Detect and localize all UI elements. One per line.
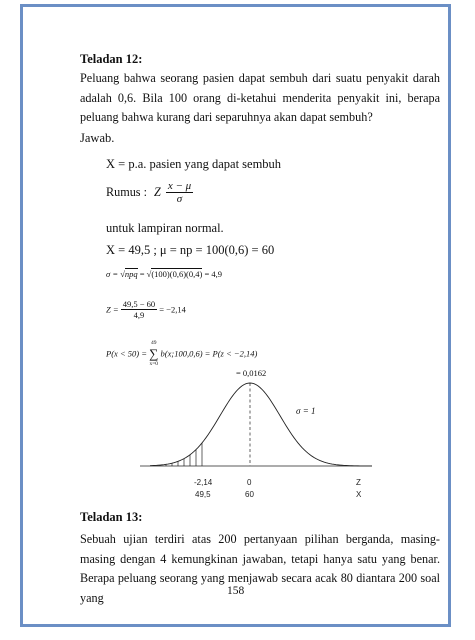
sigma-equation	[106, 269, 222, 279]
normal-curve-diagram	[140, 375, 380, 475]
variable-definition: X = p.a. pasien yang dapat sembuh	[106, 157, 282, 171]
answer-label: Jawab.	[80, 131, 115, 145]
sum-lower: x=0	[149, 361, 159, 367]
problem-paragraph-12: Peluang bahwa seorang pasien dapat sembuh dari suatu penyakit darah adalah 0,6. Bila 100 orang di-ketahui menderita penyakit ini, berapa peluang bahwa kurang dari separuhnya akan dapat sembuh?	[80, 71, 440, 124]
z-axis-label: Z	[356, 478, 361, 487]
sum-upper: 49	[151, 340, 157, 346]
section-heading-12: Teladan 12:	[80, 52, 143, 66]
z-rhs: = −2,14	[159, 304, 186, 315]
summation	[149, 339, 158, 368]
formula-denominator: σ	[176, 193, 183, 205]
sqrt-sign-2: √	[146, 269, 152, 279]
z-fraction	[121, 299, 157, 320]
z-equation	[106, 299, 186, 320]
x-tick-left: 49,5	[195, 490, 211, 499]
z-denominator: 4,9	[133, 310, 145, 320]
sqrt-sign-1: √	[120, 269, 125, 279]
sigma-rhs: = 4,9	[202, 269, 222, 279]
formula-z: Z	[154, 185, 161, 199]
problem-paragraph-13: Sebuah ujian terdiri atas 200 pertanyaan pilihan berganda, masing-masing dengan 4 kemungkinan jawaban, tetapi hanya satu yang benar. Berapa peluang seorang yang menjawab secara acak 80 diantara 200 soal yang	[80, 532, 440, 605]
normal-table-note: untuk lampiran normal.	[106, 221, 224, 235]
sigma-sqrt-npq: npq	[124, 269, 138, 279]
sigma-sum-icon: ∑	[149, 346, 159, 361]
z-lhs: Z =	[106, 304, 121, 315]
probability-result: = 0,0162	[236, 368, 267, 378]
z-tick-left: -2,14	[194, 478, 213, 487]
formula-numerator: x − μ	[167, 180, 192, 192]
formula-row	[106, 180, 193, 205]
page-number: 158	[227, 585, 245, 597]
prob-rhs: b(x;100,0,6) = P(z < −2,14)	[160, 348, 258, 359]
sigma-mid: =	[137, 269, 147, 279]
sigma-lhs: σ =	[106, 269, 121, 279]
x-tick-center: 60	[245, 490, 254, 499]
bell-curve	[150, 383, 372, 466]
shaded-tail-region	[154, 443, 202, 466]
probability-equation	[106, 339, 257, 368]
sigma-sqrt-values: (100)(0,6)(0,4)	[151, 269, 203, 279]
formula-label: Rumus :	[106, 185, 147, 199]
prob-lhs: P(x < 50) =	[106, 348, 150, 359]
z-tick-center: 0	[247, 478, 252, 487]
sigma-label: σ = 1	[296, 406, 316, 416]
formula-fraction	[166, 180, 193, 205]
x-axis-label: X	[356, 490, 362, 499]
mean-equation: X = 49,5 ; μ = np = 100(0,6) = 60	[106, 243, 275, 257]
section-heading-13: Teladan 13:	[80, 510, 143, 524]
z-numerator: 49,5 − 60	[122, 299, 156, 309]
